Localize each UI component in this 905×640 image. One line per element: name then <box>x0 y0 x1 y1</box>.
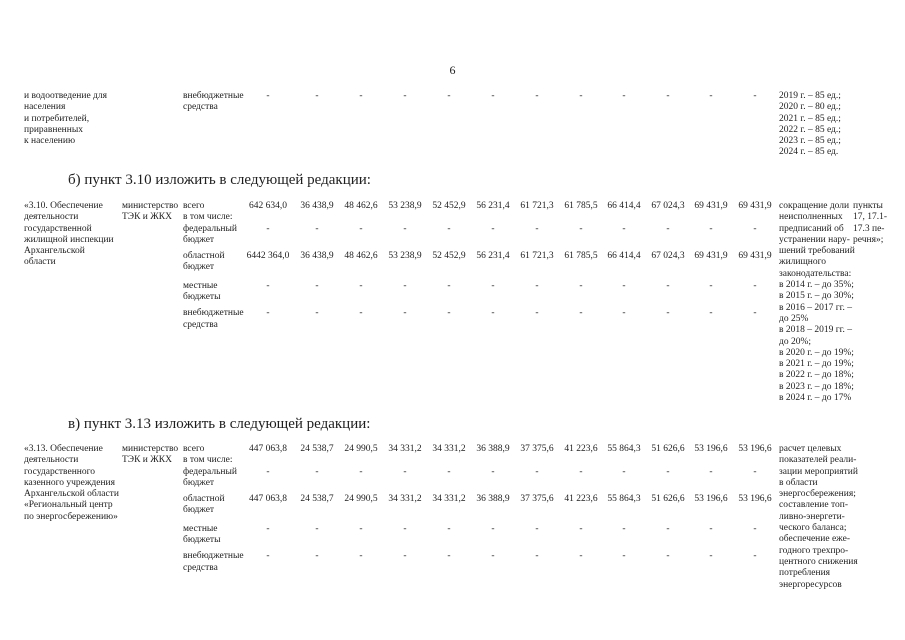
funding-amount: 61 785,5 <box>564 251 598 261</box>
empty-value-dash: - <box>666 280 670 291</box>
funding-source-line: средства <box>183 102 218 113</box>
empty-value-dash: - <box>709 466 713 477</box>
funding-amount: 48 462,6 <box>344 201 378 211</box>
funding-amount: 53 196,6 <box>694 494 728 504</box>
funding-amount: 24 990,5 <box>344 444 378 454</box>
funding-source-line: всего <box>183 201 205 211</box>
funding-amount: 69 431,9 <box>738 201 772 211</box>
empty-value-dash: - <box>359 280 363 291</box>
empty-value-dash: - <box>491 91 495 101</box>
funding-amount: 51 626,6 <box>651 494 685 504</box>
funding-amount: 66 414,4 <box>607 251 641 261</box>
funding-source-line: внебюджетные <box>183 551 244 562</box>
funding-amount: 69 431,9 <box>694 201 728 211</box>
empty-value-dash: - <box>753 280 757 291</box>
measure-name-line: области <box>24 257 56 268</box>
empty-value-dash: - <box>622 308 626 319</box>
measure-name-line: по энергосбережению» <box>24 511 118 522</box>
expected-result-line: законодательства: <box>779 268 852 279</box>
expected-result-line: сокращение доли <box>779 201 850 211</box>
measure-name-line: жилищной инспекции <box>24 234 114 245</box>
funding-amount: 61 721,3 <box>520 201 554 211</box>
measure-name-line: государственной <box>24 223 92 234</box>
empty-value-dash: - <box>709 280 713 291</box>
expected-result-line: в 2023 г. – до 18%; <box>779 381 854 392</box>
funding-amount: 36 388,9 <box>476 444 510 454</box>
measure-name-line: к населению <box>24 136 76 147</box>
empty-value-dash: - <box>622 91 626 101</box>
measure-name-line: деятельности <box>24 212 79 223</box>
funding-amount: 24 538,7 <box>300 494 334 504</box>
empty-value-dash: - <box>666 523 670 534</box>
empty-value-dash: - <box>359 91 363 101</box>
funding-amount: 61 785,5 <box>564 201 598 211</box>
empty-value-dash: - <box>447 223 451 234</box>
funding-amount: 67 024,3 <box>651 201 685 211</box>
funding-source-line: внебюджетные <box>183 91 244 101</box>
expected-result-line: годного трехпро- <box>779 545 849 556</box>
measure-name-line: государственного <box>24 466 96 477</box>
empty-value-dash: - <box>666 466 670 477</box>
funding-amount: 642 634,0 <box>249 201 287 211</box>
empty-value-dash: - <box>579 308 583 319</box>
expected-result <box>779 444 858 591</box>
funding-source <box>183 494 225 517</box>
empty-value-dash: - <box>622 466 626 477</box>
expected-result-line: энергосбережения; <box>779 489 856 500</box>
funding-source <box>183 224 237 247</box>
empty-value-dash: - <box>753 551 757 562</box>
empty-value-dash: - <box>535 523 539 534</box>
expected-result-line: в 2018 – 2019 гг. – <box>779 325 852 336</box>
funding-amount: 48 462,6 <box>344 251 378 261</box>
expected-result-line: 2022 г. – 85 ед.; <box>779 124 841 135</box>
empty-value-dash: - <box>315 466 319 477</box>
empty-value-dash: - <box>266 466 270 477</box>
empty-value-dash: - <box>315 223 319 234</box>
funding-source <box>183 251 225 274</box>
expected-result-line: в 2014 г. – до 35%; <box>779 280 854 291</box>
funding-amount: 34 331,2 <box>432 494 466 504</box>
funding-amount: 24 538,7 <box>300 444 334 454</box>
empty-value-dash: - <box>359 466 363 477</box>
funding-source-line: в том числе: <box>183 455 233 466</box>
measure-name-line: казенного учреждения <box>24 477 116 488</box>
reference-note-line: 17, 17.1- <box>853 212 888 223</box>
executor-line: ТЭК и ЖКХ <box>122 455 172 466</box>
empty-value-dash: - <box>666 308 670 319</box>
empty-value-dash: - <box>491 523 495 534</box>
empty-value-dash: - <box>579 91 583 101</box>
executor <box>122 201 178 224</box>
funding-source-line: местные <box>183 523 218 534</box>
page-number: 6 <box>449 63 456 77</box>
measure-name-line: приравненных <box>24 124 83 135</box>
reference-note-line: пункты <box>853 201 883 211</box>
empty-value-dash: - <box>403 280 407 291</box>
empty-value-dash: - <box>753 308 757 319</box>
empty-value-dash: - <box>315 280 319 291</box>
funding-source-line: федеральный <box>183 223 237 234</box>
expected-result-line: энергоресурсов <box>779 579 842 590</box>
expected-result-line: жилищного <box>779 257 827 268</box>
funding-source-line: бюджет <box>183 234 215 245</box>
empty-value-dash: - <box>315 523 319 534</box>
expected-result-line: до 25% <box>779 313 809 324</box>
funding-source <box>183 444 233 467</box>
empty-value-dash: - <box>579 223 583 234</box>
funding-amount: 37 375,6 <box>520 444 554 454</box>
empty-value-dash: - <box>753 91 757 101</box>
reference-note-line: 17.3 пе- <box>853 223 885 234</box>
funding-amount: 55 864,3 <box>607 444 641 454</box>
empty-value-dash: - <box>491 466 495 477</box>
measure-name-line: населения <box>24 102 66 113</box>
empty-value-dash: - <box>491 280 495 291</box>
funding-source-line: всего <box>183 444 205 454</box>
executor-line: министерство <box>122 444 179 454</box>
funding-source-line: областной <box>183 251 225 261</box>
empty-value-dash: - <box>359 551 363 562</box>
empty-value-dash: - <box>579 551 583 562</box>
expected-result-line: 2023 г. – 85 ед.; <box>779 136 841 147</box>
empty-value-dash: - <box>359 523 363 534</box>
funding-source-line: средства <box>183 562 218 573</box>
funding-source-line: бюджет <box>183 505 215 516</box>
empty-value-dash: - <box>491 308 495 319</box>
funding-amount: 37 375,6 <box>520 494 554 504</box>
funding-amount: 66 414,4 <box>607 201 641 211</box>
expected-result-line: шений требований <box>779 246 855 257</box>
empty-value-dash: - <box>622 223 626 234</box>
expected-result-line: центного снижения <box>779 556 858 567</box>
expected-result-line: предписаний об <box>779 223 844 234</box>
funding-amount: 36 438,9 <box>300 201 334 211</box>
reference-note-line: речня»; <box>853 234 884 245</box>
funding-amount: 51 626,6 <box>651 444 685 454</box>
empty-value-dash: - <box>709 91 713 101</box>
funding-amount: 61 721,3 <box>520 251 554 261</box>
expected-result-line: обеспечение еже- <box>779 534 850 545</box>
funding-source <box>183 524 220 547</box>
empty-value-dash: - <box>666 223 670 234</box>
empty-value-dash: - <box>315 308 319 319</box>
measure-name-line: Архангельской <box>24 246 85 257</box>
funding-amount: 41 223,6 <box>564 444 598 454</box>
reference-note <box>853 201 887 246</box>
empty-value-dash: - <box>403 308 407 319</box>
empty-value-dash: - <box>709 308 713 319</box>
empty-value-dash: - <box>403 551 407 562</box>
funding-amount: 53 196,6 <box>694 444 728 454</box>
expected-result-line: показателей реали- <box>779 455 857 466</box>
funding-amount: 34 331,2 <box>388 494 422 504</box>
empty-value-dash: - <box>403 523 407 534</box>
funding-source-line: бюджеты <box>183 534 221 545</box>
funding-source-line: внебюджетные <box>183 308 244 319</box>
empty-value-dash: - <box>403 466 407 477</box>
funding-amount: 55 864,3 <box>607 494 641 504</box>
funding-amount: 34 331,2 <box>432 444 466 454</box>
funding-source-line: бюджет <box>183 262 215 273</box>
funding-amount: 41 223,6 <box>564 494 598 504</box>
funding-source-line: в том числе: <box>183 212 233 223</box>
empty-value-dash: - <box>447 466 451 477</box>
empty-value-dash: - <box>491 223 495 234</box>
expected-result-line: расчет целевых <box>779 444 842 454</box>
expected-result-line: ливно-энергети- <box>779 511 845 522</box>
measure-name <box>24 444 119 523</box>
expected-result-line: в 2015 г. – до 30%; <box>779 291 854 302</box>
empty-value-dash: - <box>666 551 670 562</box>
expected-result-line: 2020 г. – 80 ед.; <box>779 102 841 113</box>
measure-name-line: «Региональный центр <box>24 500 113 511</box>
empty-value-dash: - <box>579 523 583 534</box>
empty-value-dash: - <box>535 91 539 101</box>
empty-value-dash: - <box>709 551 713 562</box>
empty-value-dash: - <box>622 551 626 562</box>
expected-result-line: 2024 г. – 85 ед. <box>779 147 839 158</box>
empty-value-dash: - <box>535 280 539 291</box>
measure-name <box>24 201 114 269</box>
funding-amount: 69 431,9 <box>694 251 728 261</box>
empty-value-dash: - <box>266 280 270 291</box>
expected-result-line: устранении нару- <box>779 234 850 245</box>
empty-value-dash: - <box>447 308 451 319</box>
funding-amount: 52 452,9 <box>432 251 466 261</box>
funding-amount: 6442 364,0 <box>246 251 290 261</box>
expected-result-line: 2019 г. – 85 ед.; <box>779 91 841 101</box>
heading-item-3-13: в) пункт 3.13 изложить в следующей редакции: <box>68 416 371 432</box>
empty-value-dash: - <box>266 551 270 562</box>
funding-amount: 52 452,9 <box>432 201 466 211</box>
empty-value-dash: - <box>359 308 363 319</box>
empty-value-dash: - <box>447 523 451 534</box>
funding-source-line: бюджет <box>183 477 215 488</box>
funding-amount: 53 238,9 <box>388 201 422 211</box>
expected-result-line: зации мероприятий <box>779 466 858 477</box>
funding-amount: 34 331,2 <box>388 444 422 454</box>
empty-value-dash: - <box>359 223 363 234</box>
funding-source <box>183 551 244 574</box>
empty-value-dash: - <box>315 551 319 562</box>
empty-value-dash: - <box>447 91 451 101</box>
funding-amount: 447 063,8 <box>249 494 287 504</box>
expected-result-line: составление топ- <box>779 500 849 511</box>
empty-value-dash: - <box>753 466 757 477</box>
empty-value-dash: - <box>535 466 539 477</box>
empty-value-dash: - <box>753 523 757 534</box>
measure-name <box>24 91 107 147</box>
empty-value-dash: - <box>266 523 270 534</box>
empty-value-dash: - <box>579 280 583 291</box>
expected-result-line: потребления <box>779 568 831 579</box>
funding-source <box>183 201 233 224</box>
expected-result-line: в 2024 г. – до 17% <box>779 393 852 404</box>
funding-source-line: федеральный <box>183 466 237 477</box>
funding-amount: 53 196,6 <box>738 444 772 454</box>
funding-source-line: областной <box>183 494 225 504</box>
empty-value-dash: - <box>447 551 451 562</box>
funding-amount: 53 238,9 <box>388 251 422 261</box>
funding-amount: 36 438,9 <box>300 251 334 261</box>
empty-value-dash: - <box>535 551 539 562</box>
funding-amount: 69 431,9 <box>738 251 772 261</box>
expected-result-line: в 2020 г. – до 19%; <box>779 347 854 358</box>
expected-result-line: 2021 г. – 85 ед.; <box>779 113 841 124</box>
measure-name-line: и потребителей, <box>24 113 90 124</box>
funding-amount: 24 990,5 <box>344 494 378 504</box>
funding-source-line: бюджеты <box>183 291 221 302</box>
empty-value-dash: - <box>709 523 713 534</box>
funding-amount: 56 231,4 <box>476 251 510 261</box>
expected-result-line: в 2016 – 2017 гг. – <box>779 302 852 313</box>
executor <box>122 444 178 467</box>
empty-value-dash: - <box>266 91 270 101</box>
empty-value-dash: - <box>666 91 670 101</box>
funding-amount: 447 063,8 <box>249 444 287 454</box>
funding-source <box>183 91 244 114</box>
empty-value-dash: - <box>315 91 319 101</box>
measure-name-line: деятельности <box>24 455 79 466</box>
executor-line: министерство <box>122 201 179 211</box>
expected-result <box>779 91 841 159</box>
empty-value-dash: - <box>447 280 451 291</box>
expected-result-line: до 20%; <box>779 336 812 347</box>
funding-source-line: средства <box>183 319 218 330</box>
empty-value-dash: - <box>403 91 407 101</box>
funding-source <box>183 308 244 331</box>
expected-result-line: в 2021 г. – до 19%; <box>779 359 854 370</box>
empty-value-dash: - <box>491 551 495 562</box>
funding-amount: 53 196,6 <box>738 494 772 504</box>
measure-name-line: и водоотведение для <box>24 91 107 101</box>
expected-result-line: в области <box>779 477 818 488</box>
measure-name-line: «3.10. Обеспечение <box>24 201 103 211</box>
measure-name-line: Архангельской области <box>24 489 119 500</box>
empty-value-dash: - <box>709 223 713 234</box>
empty-value-dash: - <box>535 308 539 319</box>
funding-source <box>183 467 237 490</box>
empty-value-dash: - <box>266 308 270 319</box>
expected-result-line: в 2022 г. – до 18%; <box>779 370 854 381</box>
funding-amount: 36 388,9 <box>476 494 510 504</box>
expected-result <box>779 201 855 404</box>
heading-item-3-10: б) пункт 3.10 изложить в следующей редакции: <box>68 172 371 188</box>
funding-amount: 67 024,3 <box>651 251 685 261</box>
measure-name-line: «3.13. Обеспечение <box>24 444 103 454</box>
funding-amount: 56 231,4 <box>476 201 510 211</box>
empty-value-dash: - <box>403 223 407 234</box>
empty-value-dash: - <box>622 280 626 291</box>
empty-value-dash: - <box>579 466 583 477</box>
funding-source-line: местные <box>183 280 218 291</box>
expected-result-line: ческого баланса; <box>779 523 847 534</box>
empty-value-dash: - <box>535 223 539 234</box>
empty-value-dash: - <box>753 223 757 234</box>
empty-value-dash: - <box>266 223 270 234</box>
expected-result-line: неисполненных <box>779 212 843 223</box>
funding-source <box>183 281 220 304</box>
empty-value-dash: - <box>622 523 626 534</box>
executor-line: ТЭК и ЖКХ <box>122 212 172 223</box>
